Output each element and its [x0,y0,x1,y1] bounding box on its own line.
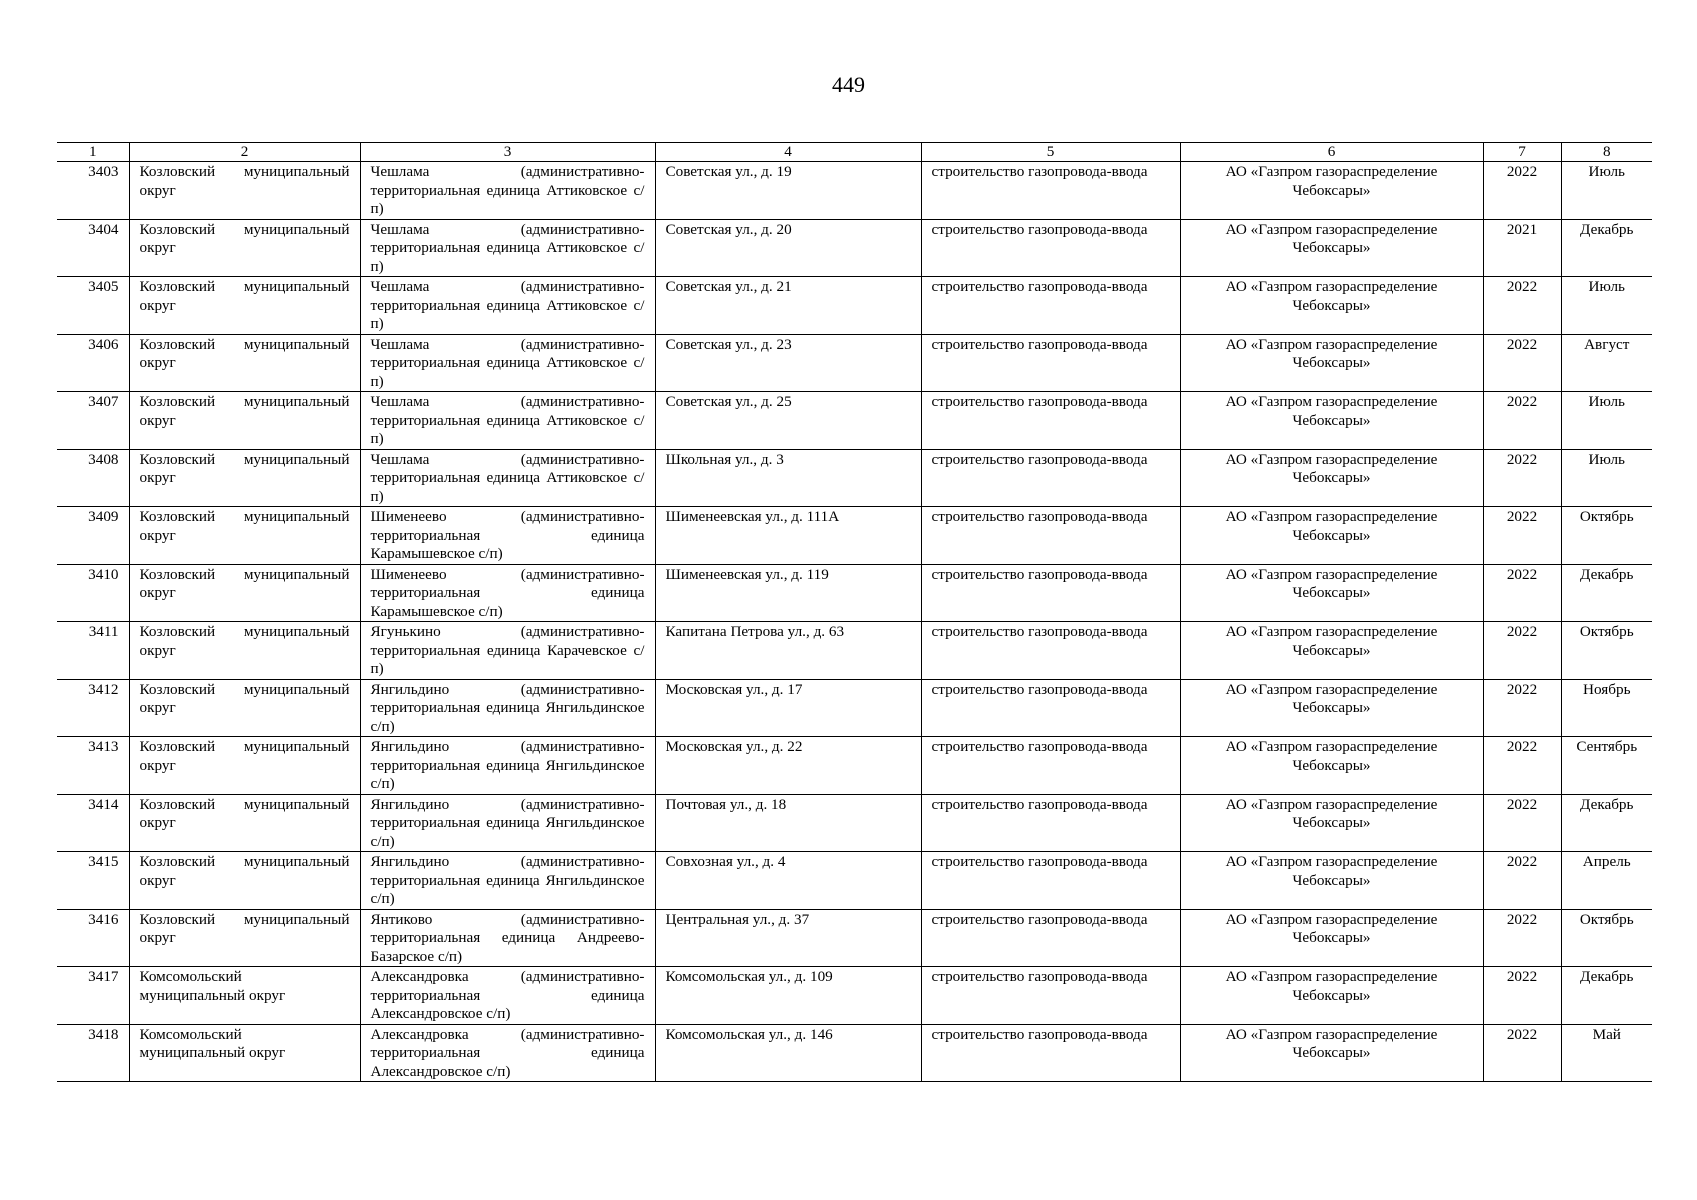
table-row [57,967,1652,1025]
column-number: 3 [360,143,655,162]
month-cell: Декабрь [1561,967,1652,1025]
year-cell: 2022 [1483,737,1561,795]
work-type-cell: строительство газопровода-ввода [921,967,1180,1025]
table-row [57,622,1652,680]
table-row [57,449,1652,507]
work-type-cell: строительство газопровода-ввода [921,737,1180,795]
row-number: 3411 [57,622,129,680]
district-cell: Козловский муниципальный округ [129,449,360,507]
month-cell: Октябрь [1561,909,1652,967]
column-number: 7 [1483,143,1561,162]
row-number: 3415 [57,852,129,910]
address-cell: Советская ул., д. 20 [655,219,921,277]
work-type-cell: строительство газопровода-ввода [921,334,1180,392]
locality-cell: Чешлама (административно-территориальная единица Аттиковское с/п) [360,334,655,392]
district-cell: Козловский муниципальный округ [129,737,360,795]
month-cell: Июль [1561,392,1652,450]
work-type-cell: строительство газопровода-ввода [921,622,1180,680]
month-cell: Август [1561,334,1652,392]
row-number: 3408 [57,449,129,507]
locality-cell: Ягунькино (административно-территориальная единица Карачевское с/п) [360,622,655,680]
table-row [57,219,1652,277]
organization-cell: АО «Газпром газораспределение Чебоксары» [1180,852,1483,910]
table-row [57,392,1652,450]
address-cell: Московская ул., д. 17 [655,679,921,737]
locality-cell: Александровка (административно-территориальная единица Александровское с/п) [360,967,655,1025]
table-row [57,794,1652,852]
address-cell: Почтовая ул., д. 18 [655,794,921,852]
locality-cell: Чешлама (административно-территориальная единица Аттиковское с/п) [360,219,655,277]
year-cell: 2022 [1483,507,1561,565]
district-cell: Козловский муниципальный округ [129,162,360,220]
row-number: 3404 [57,219,129,277]
organization-cell: АО «Газпром газораспределение Чебоксары» [1180,1024,1483,1082]
organization-cell: АО «Газпром газораспределение Чебоксары» [1180,334,1483,392]
work-type-cell: строительство газопровода-ввода [921,909,1180,967]
organization-cell: АО «Газпром газораспределение Чебоксары» [1180,392,1483,450]
column-number: 1 [57,143,129,162]
organization-cell: АО «Газпром газораспределение Чебоксары» [1180,162,1483,220]
address-cell: Советская ул., д. 19 [655,162,921,220]
locality-cell: Янгильдино (административно-территориальная единица Янгильдинское с/п) [360,737,655,795]
district-cell: Козловский муниципальный округ [129,564,360,622]
gasification-table [57,142,1652,1082]
address-cell: Комсомольская ул., д. 109 [655,967,921,1025]
address-cell: Центральная ул., д. 37 [655,909,921,967]
row-number: 3412 [57,679,129,737]
address-cell: Шименеевская ул., д. 119 [655,564,921,622]
locality-cell: Чешлама (административно-территориальная единица Аттиковское с/п) [360,449,655,507]
table-row [57,909,1652,967]
organization-cell: АО «Газпром газораспределение Чебоксары» [1180,564,1483,622]
month-cell: Май [1561,1024,1652,1082]
month-cell: Декабрь [1561,219,1652,277]
address-cell: Советская ул., д. 25 [655,392,921,450]
work-type-cell: строительство газопровода-ввода [921,507,1180,565]
organization-cell: АО «Газпром газораспределение Чебоксары» [1180,794,1483,852]
address-cell: Школьная ул., д. 3 [655,449,921,507]
work-type-cell: строительство газопровода-ввода [921,219,1180,277]
table-row [57,277,1652,335]
year-cell: 2022 [1483,449,1561,507]
table-row [57,737,1652,795]
month-cell: Октябрь [1561,622,1652,680]
address-cell: Комсомольская ул., д. 146 [655,1024,921,1082]
address-cell: Московская ул., д. 22 [655,737,921,795]
month-cell: Октябрь [1561,507,1652,565]
locality-cell: Чешлама (административно-территориальная единица Аттиковское с/п) [360,277,655,335]
year-cell: 2022 [1483,392,1561,450]
month-cell: Апрель [1561,852,1652,910]
table-row [57,1024,1652,1082]
district-cell: Козловский муниципальный округ [129,392,360,450]
column-number: 4 [655,143,921,162]
organization-cell: АО «Газпром газораспределение Чебоксары» [1180,219,1483,277]
row-number: 3418 [57,1024,129,1082]
locality-cell: Чешлама (административно-территориальная единица Аттиковское с/п) [360,392,655,450]
locality-cell: Янгильдино (административно-территориальная единица Янгильдинское с/п) [360,794,655,852]
row-number: 3413 [57,737,129,795]
table-body [57,162,1652,1082]
locality-cell: Янгильдино (административно-территориальная единица Янгильдинское с/п) [360,852,655,910]
work-type-cell: строительство газопровода-ввода [921,679,1180,737]
district-cell: Козловский муниципальный округ [129,277,360,335]
locality-cell: Александровка (административно-территориальная единица Александровское с/п) [360,1024,655,1082]
month-cell: Июль [1561,277,1652,335]
address-cell: Капитана Петрова ул., д. 63 [655,622,921,680]
year-cell: 2022 [1483,909,1561,967]
work-type-cell: строительство газопровода-ввода [921,277,1180,335]
year-cell: 2022 [1483,794,1561,852]
column-number-row [57,143,1652,162]
organization-cell: АО «Газпром газораспределение Чебоксары» [1180,967,1483,1025]
work-type-cell: строительство газопровода-ввода [921,794,1180,852]
locality-cell: Янтиково (административно-территориальная единица Андреево-Базарское с/п) [360,909,655,967]
month-cell: Сентябрь [1561,737,1652,795]
row-number: 3417 [57,967,129,1025]
year-cell: 2022 [1483,564,1561,622]
column-number: 2 [129,143,360,162]
work-type-cell: строительство газопровода-ввода [921,449,1180,507]
row-number: 3410 [57,564,129,622]
month-cell: Июль [1561,449,1652,507]
district-cell: Козловский муниципальный округ [129,507,360,565]
table-row [57,852,1652,910]
district-cell: Козловский муниципальный округ [129,909,360,967]
organization-cell: АО «Газпром газораспределение Чебоксары» [1180,909,1483,967]
row-number: 3405 [57,277,129,335]
table-row [57,162,1652,220]
organization-cell: АО «Газпром газораспределение Чебоксары» [1180,277,1483,335]
page-number: 449 [832,72,865,97]
organization-cell: АО «Газпром газораспределение Чебоксары» [1180,449,1483,507]
work-type-cell: строительство газопровода-ввода [921,392,1180,450]
table-row [57,507,1652,565]
year-cell: 2022 [1483,622,1561,680]
district-cell: Козловский муниципальный округ [129,334,360,392]
organization-cell: АО «Газпром газораспределение Чебоксары» [1180,507,1483,565]
district-cell: Козловский муниципальный округ [129,219,360,277]
work-type-cell: строительство газопровода-ввода [921,564,1180,622]
year-cell: 2022 [1483,162,1561,220]
month-cell: Июль [1561,162,1652,220]
address-cell: Совхозная ул., д. 4 [655,852,921,910]
column-number: 6 [1180,143,1483,162]
address-cell: Советская ул., д. 23 [655,334,921,392]
organization-cell: АО «Газпром газораспределение Чебоксары» [1180,679,1483,737]
district-cell: Козловский муниципальный округ [129,679,360,737]
month-cell: Ноябрь [1561,679,1652,737]
district-cell: Козловский муниципальный округ [129,622,360,680]
year-cell: 2021 [1483,219,1561,277]
district-cell: Козловский муниципальный округ [129,794,360,852]
locality-cell: Шименеево (административно-территориальная единица Карамышевское с/п) [360,507,655,565]
district-cell: Козловский муниципальный округ [129,852,360,910]
row-number: 3407 [57,392,129,450]
district-cell: Комсомольский муниципальный округ [129,1024,360,1082]
work-type-cell: строительство газопровода-ввода [921,162,1180,220]
row-number: 3416 [57,909,129,967]
column-number: 5 [921,143,1180,162]
row-number: 3406 [57,334,129,392]
address-cell: Советская ул., д. 21 [655,277,921,335]
year-cell: 2022 [1483,967,1561,1025]
year-cell: 2022 [1483,334,1561,392]
locality-cell: Янгильдино (административно-территориальная единица Янгильдинское с/п) [360,679,655,737]
year-cell: 2022 [1483,679,1561,737]
row-number: 3414 [57,794,129,852]
table-row [57,564,1652,622]
row-number: 3403 [57,162,129,220]
locality-cell: Шименеево (административно-территориальная единица Карамышевское с/п) [360,564,655,622]
work-type-cell: строительство газопровода-ввода [921,1024,1180,1082]
organization-cell: АО «Газпром газораспределение Чебоксары» [1180,622,1483,680]
work-type-cell: строительство газопровода-ввода [921,852,1180,910]
month-cell: Декабрь [1561,564,1652,622]
row-number: 3409 [57,507,129,565]
address-cell: Шименеевская ул., д. 111А [655,507,921,565]
organization-cell: АО «Газпром газораспределение Чебоксары» [1180,737,1483,795]
month-cell: Декабрь [1561,794,1652,852]
district-cell: Комсомольский муниципальный округ [129,967,360,1025]
table-row [57,334,1652,392]
year-cell: 2022 [1483,852,1561,910]
table-header [57,143,1652,162]
year-cell: 2022 [1483,277,1561,335]
column-number: 8 [1561,143,1652,162]
table-row [57,679,1652,737]
locality-cell: Чешлама (административно-территориальная единица Аттиковское с/п) [360,162,655,220]
year-cell: 2022 [1483,1024,1561,1082]
